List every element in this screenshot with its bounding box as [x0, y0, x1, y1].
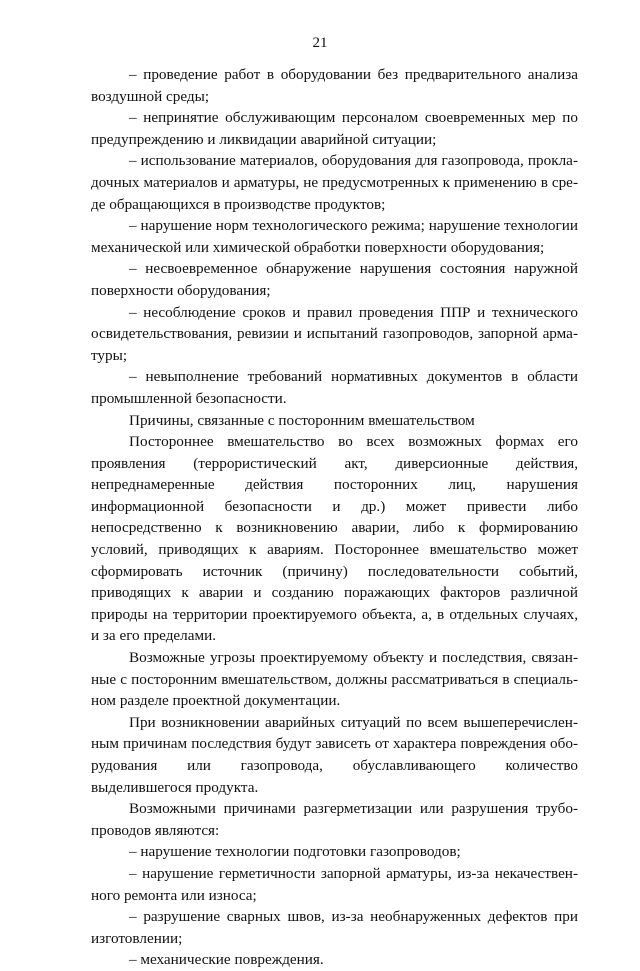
list-item-maintenance-deadlines: – несоблюдение сроков и правил проведения ППР и технического освидетельствования, ревизии и испытаний газопроводов, запорной арматуры; [91, 303, 578, 364]
list-item-air-analysis: – проведение работ в оборудовании без предварительного анализа воздушной среды; [91, 66, 578, 105]
page-number: 21 [312, 35, 328, 51]
list-item-surface-detection: – несвоевременное обнаружение нарушения состояния наружной поверхности оборудования; [91, 260, 578, 299]
document-body [91, 64, 578, 971]
list-item-pipe-preparation: – нарушение технологии подготовки газопроводов; [129, 843, 461, 861]
list-item-valve-tightness: – нарушение герметичности запорной арматуры, из-за некачественного ремонта или износа; [91, 864, 578, 904]
list-item-safety-requirements: – невыполнение требований нормативных документов в области промышленной безопасности. [91, 368, 578, 407]
paragraph-depressurization-causes: Возможными причинами разгерметизации или разрушения трубопроводов являются: [91, 800, 578, 839]
paragraph-interference-forms: Постороннее вмешательство во всех возможных формах его проявления (террористический акт, диверсионные действия, непреднамеренные действия посторонних лиц, нарушения информационной безопасности и др.) может привести либо непосредственно к возникновению аварии, либо к формированию условий, приводящих к авариям. Постороннее вмешательство может сформировать источник (причину) последовательности событий, приводящих к аварии и созданию поражающих факторов различной природы на территории проектируемого объекта, а, в отдельных случаях, и за его пределами. [91, 433, 578, 645]
paragraph-consequences: При возникновении аварийных ситуаций по всем вышеперечисленным причинам последствия будут зависеть от характера повреждения оборудования или газопровода, обуславливающего количество выделившегося продукта. [91, 713, 578, 796]
list-item-weld-failure: – разрушение сварных швов, из-за необнаруженных дефектов при изготовлении; [91, 908, 578, 947]
list-item-process-norms: – нарушение норм технологического режима; нарушение технологии механической или химической обработки поверхности оборудования; [91, 217, 578, 256]
paragraph-threats: Возможные угрозы проектируемому объекту и последствия, связанные с посторонним вмешательством, должны рассматриваться в специальном разделе проектной документации. [91, 649, 578, 710]
list-item-staff-measures: – непринятие обслуживающим персоналом своевременных мер по предупреждению и ликвидации аварийной ситуации; [91, 109, 578, 148]
list-item-mechanical-damage: – механические повреждения. [129, 951, 324, 969]
section-heading-interference: Причины, связанные с посторонним вмешательством [129, 411, 475, 429]
list-item-materials-use: – использование материалов, оборудования для газопровода, прокладочных материалов и арматуры, не предусмотренных к применению в среде обращающихся в производстве продуктов; [91, 152, 578, 213]
